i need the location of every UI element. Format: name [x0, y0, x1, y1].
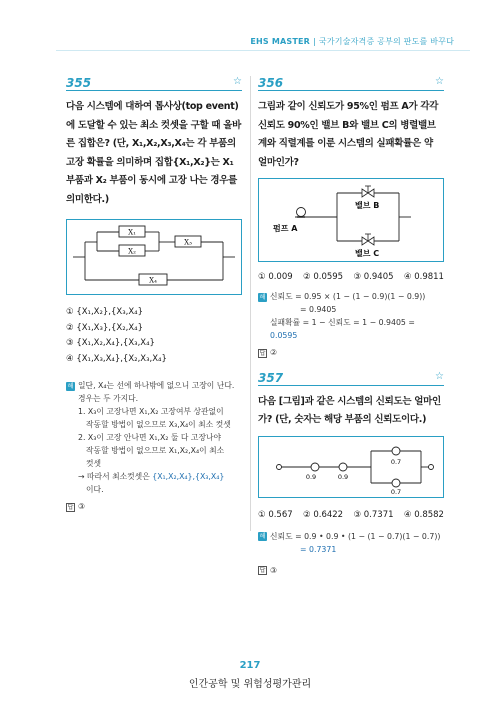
reliability-network [259, 437, 443, 497]
option-2: ② {X₁,X₃},{X₂,X₄} [66, 322, 143, 333]
pump-valve-diagram [258, 178, 444, 262]
label-07-a: 0.7 [390, 457, 402, 466]
expl-line: 1. X₃이 고장나면 X₁,X₂ 고장여부 상관없이 [78, 407, 224, 416]
answer [258, 348, 444, 358]
question-357 [258, 371, 444, 576]
pump-icon [297, 208, 306, 218]
explanation-icon: 해 [67, 382, 74, 390]
option-3: ③ {X₁,X₂,X₄},{X₃,X₄} [66, 338, 155, 348]
valve-b-label: 밸브 B [355, 201, 380, 210]
option-3: ③ 0.7371 [353, 509, 394, 520]
expl-line: 신뢰도 = 0.9 • 0.9 • (1 − (1 − 0.7)(1 − 0.7)) [270, 531, 441, 541]
expl-line: 이다. [86, 485, 104, 494]
option-2: ② 0.0595 [303, 272, 344, 282]
expl-line: = 0.9405 [300, 305, 337, 314]
expl-line: 컷셋 [86, 459, 102, 468]
expl-line: 2. X₃이 고장 안나면 X₁,X₂ 둘 다 고장나야 [78, 433, 222, 442]
running-header [250, 36, 454, 47]
label-x1: X₁ [128, 228, 136, 237]
system-block-diagram [67, 220, 241, 294]
answer-value: ③ [78, 502, 85, 511]
header-rule [56, 50, 470, 51]
answer-icon: 답 [67, 503, 74, 511]
option-4: ④ 0.8582 [403, 509, 444, 520]
explanation [66, 379, 242, 496]
question-number: 357 [258, 370, 284, 385]
pump-label: 펌프 A [273, 224, 298, 233]
question-number: 355 [66, 76, 92, 90]
expl-highlight: 0.0595 [270, 331, 298, 340]
explanation-icon: 해 [259, 293, 266, 301]
question-number-bar [258, 371, 444, 386]
pump-valve-schematic [259, 179, 443, 261]
expl-highlight: {X₁,X₂,X₄},{X₃,X₄} [152, 472, 225, 481]
explanation [258, 530, 444, 556]
option-2: ② 0.6422 [303, 509, 344, 520]
expl-line: 일단, X₄는 선에 하나밖에 없으니 고장이 난다. [78, 381, 235, 390]
option-1: ① {X₁,X₂},{X₃,X₄} [66, 307, 143, 317]
option-3: ③ 0.9405 [353, 272, 394, 282]
explanation [258, 290, 444, 342]
answer [258, 566, 444, 576]
node-07-a [392, 447, 400, 455]
label-07-b: 0.7 [390, 487, 402, 496]
explanation-icon: 해 [259, 533, 266, 540]
valve-b-icon [362, 186, 374, 197]
book-title: 인간공학 및 위험성평가관리 [188, 679, 312, 690]
answer-value: ② [270, 348, 277, 357]
valve-c-label: 밸브 C [355, 249, 380, 258]
page-number: 217 [239, 660, 261, 671]
label-09-a: 0.9 [305, 472, 317, 481]
brand-name: EHS MASTER [250, 37, 311, 46]
node-09-b [339, 463, 347, 471]
label-09-b: 0.9 [337, 472, 349, 481]
label-x2: X₂ [128, 247, 136, 256]
question-number: 356 [258, 76, 284, 90]
node-07-b [392, 479, 400, 487]
answer-icon: 답 [259, 567, 266, 574]
right-column [258, 76, 444, 575]
header-separator: | [313, 37, 316, 46]
question-text: 그림과 같이 신뢰도가 95%인 펌프 A가 각각 신뢰도 90%인 밸브 B와 밸브 C의 병렬밸브계와 직렬계를 이룬 시스템의 실패확률은 약 얼마인가? [258, 101, 439, 168]
expl-highlight: = 0.7371 [300, 544, 337, 554]
option-4: ④ 0.9811 [403, 272, 444, 282]
expl-line: 작동할 방법이 없으므로 X₁,X₂,X₄이 최소 [86, 446, 225, 455]
node-09-a [311, 463, 319, 471]
question-number-bar [66, 76, 242, 91]
option-1: ① 0.009 [258, 272, 293, 282]
star-icon: ☆ [233, 76, 242, 87]
expl-line: 작동할 방법이 없으므로 X₃,X₄이 최소 컷셋 [86, 420, 231, 429]
question-text: 다음 [그림]과 같은 시스템의 신뢰도는 얼마인가? (단, 숫자는 해당 부품의 신뢰도이다.) [258, 395, 441, 425]
question-356 [258, 76, 444, 358]
expl-line: → 따라서 최소컷셋은 [78, 472, 153, 481]
option-4: ④ {X₁,X₃,X₄},{X₂,X₃,X₄} [66, 353, 167, 364]
reliability-diagram [258, 436, 444, 498]
column-divider [250, 76, 251, 531]
header-tagline: 국가기술자격증 공부의 판도를 바꾸다 [318, 37, 454, 46]
label-x3: X₃ [184, 238, 192, 247]
expl-line: 경우는 두 가지다. [78, 394, 139, 403]
star-icon: ☆ [435, 370, 444, 382]
options-row [258, 510, 444, 520]
question-number-bar [258, 76, 444, 91]
answer [66, 502, 242, 512]
valve-c-icon [362, 234, 374, 245]
options-list [66, 305, 242, 367]
option-1: ① 0.567 [258, 509, 293, 520]
question-355 [66, 76, 242, 512]
expl-line: 신뢰도 = 0.95 × (1 − (1 − 0.9)(1 − 0.9)) [270, 292, 426, 301]
label-x4: X₄ [149, 276, 157, 285]
star-icon: ☆ [435, 76, 444, 87]
expl-line: 실패확률 = 1 − 신뢰도 = 1 − 0.9405 = [270, 318, 415, 327]
question-text: 다음 시스템에 대하여 톱사상(top event)에 도달할 수 있는 최소 컷셋을 구할 때 올바른 집합은? (단, X₁,X₂,X₃,X₄는 각 부품의 고장 확률을 의미하며 집합{X₁,X₂}는 X₁부품과 X₂ 부품이 동시에 고장 나는 경우를 의미한다.) [66, 101, 241, 205]
answer-value: ③ [270, 565, 277, 575]
answer-icon: 답 [259, 349, 266, 357]
fault-system-diagram [66, 219, 242, 295]
options-row [258, 272, 444, 282]
